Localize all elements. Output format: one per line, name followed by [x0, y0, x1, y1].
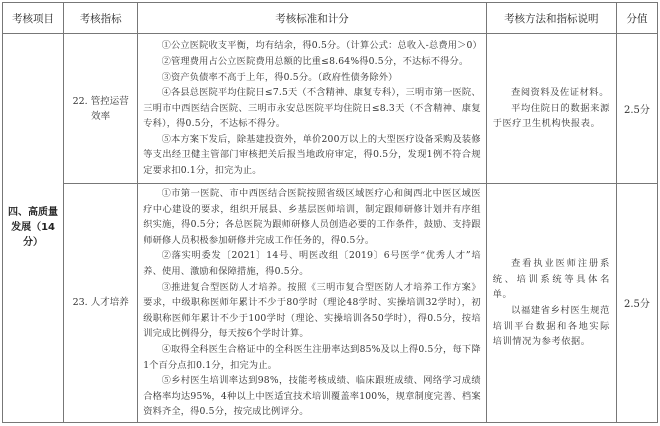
header-indicator: 考核指标 — [64, 3, 138, 34]
indicator-label: 23. 人才培养 — [72, 297, 129, 309]
standard-item: ②管理费用占公立医院费用总额的比重≤8.64%得0.5分，不达标不得分。 — [161, 55, 469, 67]
header-methods: 考核方法和指标说明 — [486, 3, 616, 34]
category-cell — [3, 34, 64, 423]
header-category: 考核项目 — [3, 3, 64, 34]
method-item: 查看执业医师注册系统、培训系统等具体名单。 — [492, 258, 610, 301]
method-item: 平均住院日的数据来源于医疗卫生机构快报表。 — [492, 102, 610, 130]
standard-item: ③资产负债率不高于上年，得0.5分。（政府性债务除外） — [161, 71, 398, 83]
standards-cell — [138, 34, 487, 184]
indicator-label: 22. 管控运营效率 — [72, 95, 129, 122]
table-row — [3, 184, 658, 423]
score-cell — [616, 34, 657, 184]
header-row — [3, 3, 658, 34]
score-cell — [616, 184, 657, 423]
standard-item: ④各县总医院平均住院日≤7.5天（不含精神、康复专科），三明市第一医院、三明市中西医结合医院、三明市永安总医院平均住院日≤8.3天（不含精神、康复专科），得0.5分，不达标不得分。 — [143, 87, 481, 130]
standard-item: ⑤本方案下发后，除基建投资外，单价200万以上的大型医疗设备采购及装修等支出经卫健主管部门审核把关后报当地政府审定，得0.5分，发现1例不符合规定要求扣0.1分，扣完为止。 — [143, 133, 481, 177]
standard-item: ③推进复合型医防人才培养。按照《三明市复合型医防人才培养工作方案》要求，中级职称医师年累计不少于80学时（理论48学时、实操培训32学时），初级职称医师年累计不少于100学时（理论、实操培训各50学时），得0.5分，按培训完成比例得分，每天按6个学时计算。 — [143, 281, 481, 340]
standards-cell — [138, 184, 487, 423]
score-value: 2.5分 — [624, 299, 650, 311]
standard-item: ④取得全科医生合格证中的全科医生注册率达到85%及以上得0.5分，每下降1个百分点扣0.1分，扣完为止。 — [143, 343, 481, 371]
assessment-table — [2, 2, 658, 423]
methods-cell — [486, 184, 616, 423]
indicator-cell — [64, 34, 138, 184]
standard-item: ⑤乡村医生培训率达到98%，技能考核成绩、临床跟班成绩、网络学习成绩合格率均达95%，4种以上中医适宜技术培训覆盖率100%，规章制度完善、档案资料齐全，得0.5分，按完成比例评分。 — [143, 375, 481, 418]
header-score: 分值 — [616, 3, 657, 34]
standard-item: ①公立医院收支平衡，均有结余，得0.5分。（计算公式：总收入-总费用＞0） — [161, 40, 482, 52]
standard-item: ②落实明委发〔2021〕14号、明医改组〔2019〕6号医学“优秀人才”培养、使用、激励和保障措施，得0.5分。 — [143, 250, 481, 277]
category-label: 四、高质量发展（14分） — [8, 207, 59, 249]
header-standards: 考核标准和计分 — [138, 3, 487, 34]
indicator-cell — [64, 184, 138, 423]
method-item: 查阅资料及佐证材料。 — [511, 87, 609, 99]
standard-item: ①市第一医院、市中西医结合医院按照省级区域医疗心和闽西北中医区域医疗中心建设的要求，组织开展县、乡基层医师培训，制定跟师研修计划并有序组织实施，得0.5分；各总医院为跟师研修人员创造必要的工作条件，鼓励、支持跟师研修人员积极参加研修并完成工作任务的，得0.5分。 — [143, 188, 481, 246]
methods-cell — [486, 34, 616, 184]
table-row — [3, 34, 658, 184]
method-item: 以福建省乡村医生规范培训平台数据和各地实际培训情况为参考依据。 — [492, 304, 610, 348]
score-value: 2.5分 — [624, 105, 650, 116]
